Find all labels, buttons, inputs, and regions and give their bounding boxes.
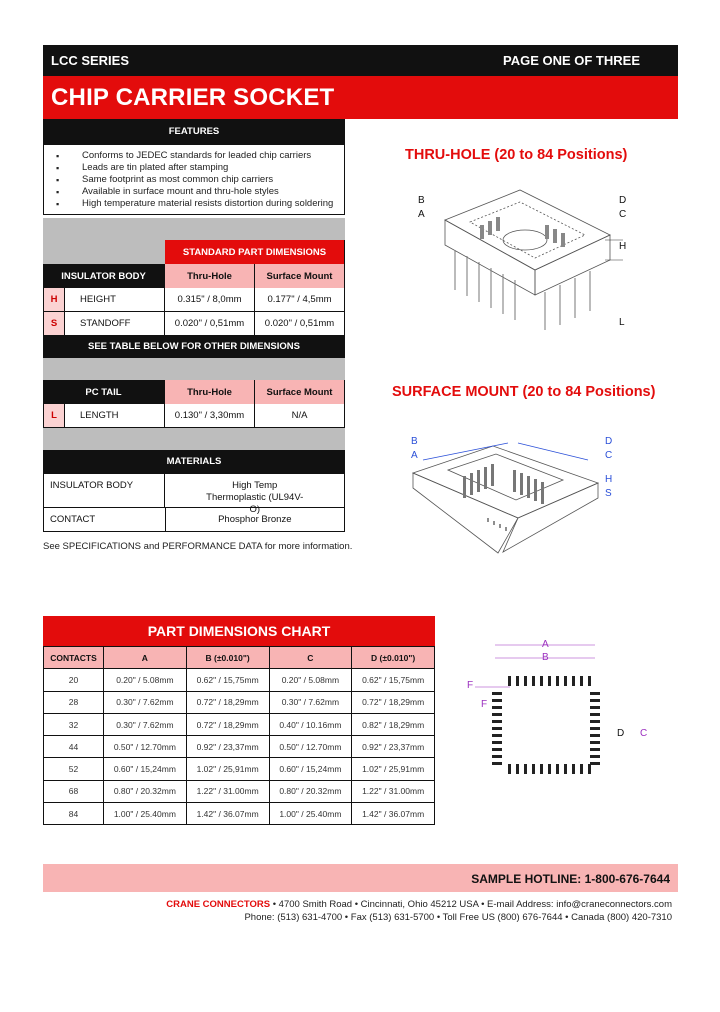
std-dims-header-row — [43, 264, 345, 288]
part-dimensions-chart — [43, 616, 435, 825]
dim-name: HEIGHT — [65, 288, 165, 311]
series-label: LCC SERIES — [51, 53, 130, 68]
features-list — [43, 145, 345, 215]
sample-hotline: SAMPLE HOTLINE: 1-800-676-7644 — [43, 864, 678, 892]
table-cell: 0.62" / 15,75mm — [352, 669, 435, 691]
th-c: C — [269, 647, 352, 669]
table-cell: 1.22" / 31.00mm — [186, 780, 269, 802]
table-cell: 1.00" / 25.40mm — [104, 803, 187, 825]
dim-surface: 0.020" / 0,51mm — [255, 312, 345, 335]
label-d: D — [619, 195, 627, 206]
dimensions-table — [43, 646, 435, 825]
material-row — [43, 508, 345, 532]
table-cell: 0.80" / 20.32mm — [104, 780, 187, 802]
footprint-pad — [548, 676, 551, 686]
footprint-pad — [590, 727, 600, 730]
company-name: CRANE CONNECTORS — [166, 899, 271, 910]
feature-item: ▪ Conforms to JEDEC standards for leaded chip carriers — [44, 150, 344, 162]
dim-name: LENGTH — [65, 404, 165, 427]
table-cell: 1.42" / 36.07mm — [352, 803, 435, 825]
surface-mount-title: SURFACE MOUNT (20 to 84 Positions) — [392, 384, 656, 400]
table-cell: 1.22" / 31.00mm — [352, 780, 435, 802]
footprint-pad — [508, 764, 511, 774]
footprint-label-d: D — [617, 728, 625, 739]
footprint-label-f: F — [481, 699, 488, 710]
phone-line: Phone: (513) 631-4700 • Fax (513) 631-5700 • Toll Free US (800) 676-7644 • Canada (800) 420-7310 — [244, 911, 672, 923]
company-address — [166, 899, 672, 924]
top-bar — [43, 45, 678, 76]
dim-row-height — [43, 288, 345, 312]
material-name: CONTACT — [44, 508, 166, 531]
footprint-label-c: C — [640, 728, 648, 739]
table-row — [44, 780, 435, 802]
footprint-pad — [532, 676, 535, 686]
th-contacts: CONTACTS — [44, 647, 104, 669]
material-value: High Temp Thermoplastic (UL94V-O) — [165, 474, 345, 507]
footprint-pad — [540, 764, 543, 774]
table-cell: 0.50" / 12.70mm — [269, 736, 352, 758]
footprint-label-a: A — [542, 639, 549, 650]
table-cell: 1.00" / 25.40mm — [269, 803, 352, 825]
table-cell: 44 — [44, 736, 104, 758]
label-a: A — [418, 209, 425, 220]
material-name: INSULATOR BODY — [44, 474, 165, 507]
spacer-bar — [43, 428, 345, 450]
label-h: H — [619, 241, 627, 252]
material-row — [43, 474, 345, 515]
footprint-pad — [564, 764, 567, 774]
table-cell: 0.30" / 7.62mm — [104, 713, 187, 735]
dim-thru: 0.315" / 8,0mm — [165, 288, 255, 311]
table-cell: 0.80" / 20.32mm — [269, 780, 352, 802]
table-row — [44, 758, 435, 780]
dim-thru: 0.020" / 0,51mm — [165, 312, 255, 335]
thru-hole-drawing — [425, 180, 625, 350]
footprint-pad — [556, 764, 559, 774]
table-row — [44, 803, 435, 825]
table-row — [44, 691, 435, 713]
spec-note: See SPECIFICATIONS and PERFORMANCE DATA for more information. — [43, 541, 353, 552]
table-cell: 1.02" / 25,91mm — [352, 758, 435, 780]
address-line: • 4700 Smith Road • Cincinnati, Ohio 45212 USA • E-mail Address: info@craneconnectors.com — [270, 899, 672, 910]
footprint-pad — [524, 676, 527, 686]
feature-item: ▪ Leads are tin plated after stamping — [44, 162, 344, 174]
footprint-pad — [564, 676, 567, 686]
footprint-pad — [590, 748, 600, 751]
see-table-note: SEE TABLE BELOW FOR OTHER DIMENSIONS — [43, 336, 345, 358]
table-cell: 0.60" / 15,24mm — [269, 758, 352, 780]
table-cell: 0.20" / 5.08mm — [269, 669, 352, 691]
table-cell: 0.72" / 18,29mm — [186, 691, 269, 713]
dim-letter: S — [44, 312, 65, 335]
label-d: D — [605, 436, 613, 447]
table-cell: 84 — [44, 803, 104, 825]
footprint-pad — [590, 706, 600, 709]
dim-surface: 0.177" / 4,5mm — [255, 288, 345, 311]
table-header-row — [44, 647, 435, 669]
spacer-bar — [43, 218, 345, 240]
footprint-drawing — [470, 640, 610, 780]
table-cell: 0.50" / 12.70mm — [104, 736, 187, 758]
feature-item: ▪ High temperature material resists distortion during soldering — [44, 198, 344, 210]
table-cell: 0.40" / 10.16mm — [269, 713, 352, 735]
footprint-pad — [590, 720, 600, 723]
col-surface-mount: Surface Mount — [255, 264, 345, 288]
std-dims-title-row — [43, 240, 345, 264]
footprint-pad — [590, 692, 600, 695]
table-cell: 1.42" / 36.07mm — [186, 803, 269, 825]
footprint-pad — [492, 762, 502, 765]
table-row — [44, 736, 435, 758]
label-b: B — [411, 436, 418, 447]
table-cell: 0.20" / 5.08mm — [104, 669, 187, 691]
label-c: C — [619, 209, 627, 220]
pc-tail-header-row — [43, 380, 345, 404]
table-row — [44, 713, 435, 735]
table-cell: 0.82" / 18,29mm — [352, 713, 435, 735]
table-cell: 0.72" / 18,29mm — [186, 713, 269, 735]
materials-header: MATERIALS — [43, 450, 345, 474]
dim-surface: N/A — [255, 404, 345, 427]
feature-item: ▪ Available in surface mount and thru-hole styles — [44, 186, 344, 198]
col-thru-hole: Thru-Hole — [165, 380, 255, 404]
footprint-pad — [590, 755, 600, 758]
pc-tail-label: PC TAIL — [43, 380, 165, 404]
footprint-pad — [572, 676, 575, 686]
footprint-pad — [492, 727, 502, 730]
table-cell: 1.02" / 25,91mm — [186, 758, 269, 780]
footprint-pad — [492, 706, 502, 709]
insulator-body-label: INSULATOR BODY — [43, 264, 165, 288]
label-l: L — [619, 317, 625, 328]
label-s: S — [605, 488, 612, 499]
footprint-pad — [572, 764, 575, 774]
footprint-pad — [588, 676, 591, 686]
table-cell: 0.92" / 23,37mm — [352, 736, 435, 758]
col-thru-hole: Thru-Hole — [165, 264, 255, 288]
table-cell: 0.92" / 23,37mm — [186, 736, 269, 758]
footprint-pad — [588, 764, 591, 774]
footprint-pad — [590, 741, 600, 744]
spec-panel — [43, 119, 345, 532]
table-cell: 20 — [44, 669, 104, 691]
dim-row-standoff — [43, 312, 345, 336]
footprint-pad — [492, 741, 502, 744]
footprint-pad — [556, 676, 559, 686]
footprint-pad — [492, 713, 502, 716]
std-dims-title: STANDARD PART DIMENSIONS — [165, 240, 345, 264]
table-cell: 0.30" / 7.62mm — [269, 691, 352, 713]
feature-item: ▪ Same footprint as most common chip carriers — [44, 174, 344, 186]
material-value: Phosphor Bronze — [166, 508, 345, 531]
footprint-pad — [492, 748, 502, 751]
table-cell: 52 — [44, 758, 104, 780]
thru-hole-title: THRU-HOLE (20 to 84 Positions) — [405, 147, 628, 163]
dim-letter: H — [44, 288, 65, 311]
footprint-label-f: F — [467, 680, 474, 691]
footprint-pad — [508, 676, 511, 686]
th-a: A — [104, 647, 187, 669]
footprint-pad — [580, 764, 583, 774]
footprint-pad — [492, 720, 502, 723]
footprint-pad — [516, 764, 519, 774]
label-c: C — [605, 450, 613, 461]
footprint-pad — [516, 676, 519, 686]
footprint-pad — [492, 692, 502, 695]
footprint-pad — [590, 699, 600, 702]
footprint-pad — [492, 699, 502, 702]
th-b: B (±0.010") — [186, 647, 269, 669]
dim-thru: 0.130" / 3,30mm — [165, 404, 255, 427]
page-indicator: PAGE ONE OF THREE — [503, 53, 640, 68]
label-a: A — [411, 450, 418, 461]
dim-letter: L — [44, 404, 65, 427]
footprint-label-b: B — [542, 652, 549, 663]
footprint-pad — [580, 676, 583, 686]
label-b: B — [418, 195, 425, 206]
dim-name: STANDOFF — [65, 312, 165, 335]
table-cell: 0.62" / 15,75mm — [186, 669, 269, 691]
table-row — [44, 669, 435, 691]
footprint-pad — [590, 734, 600, 737]
footprint-pad — [492, 734, 502, 737]
features-header: FEATURES — [43, 119, 345, 145]
col-surface-mount: Surface Mount — [255, 380, 345, 404]
footprint-pad — [590, 713, 600, 716]
spacer-bar — [43, 358, 345, 380]
footprint-pad — [532, 764, 535, 774]
table-cell: 0.72" / 18,29mm — [352, 691, 435, 713]
footprint-pad — [492, 755, 502, 758]
page-title: CHIP CARRIER SOCKET — [43, 76, 678, 119]
label-h: H — [605, 474, 613, 485]
table-cell: 68 — [44, 780, 104, 802]
table-cell: 32 — [44, 713, 104, 735]
surface-mount-drawing — [408, 438, 608, 558]
footprint-pad — [548, 764, 551, 774]
table-cell: 0.60" / 15,24mm — [104, 758, 187, 780]
table-cell: 28 — [44, 691, 104, 713]
dim-row-length — [43, 404, 345, 428]
footprint-pad — [540, 676, 543, 686]
th-d: D (±0.010") — [352, 647, 435, 669]
table-cell: 0.30" / 7.62mm — [104, 691, 187, 713]
footprint-pad — [524, 764, 527, 774]
footprint-pad — [590, 762, 600, 765]
chart-title: PART DIMENSIONS CHART — [43, 616, 435, 646]
